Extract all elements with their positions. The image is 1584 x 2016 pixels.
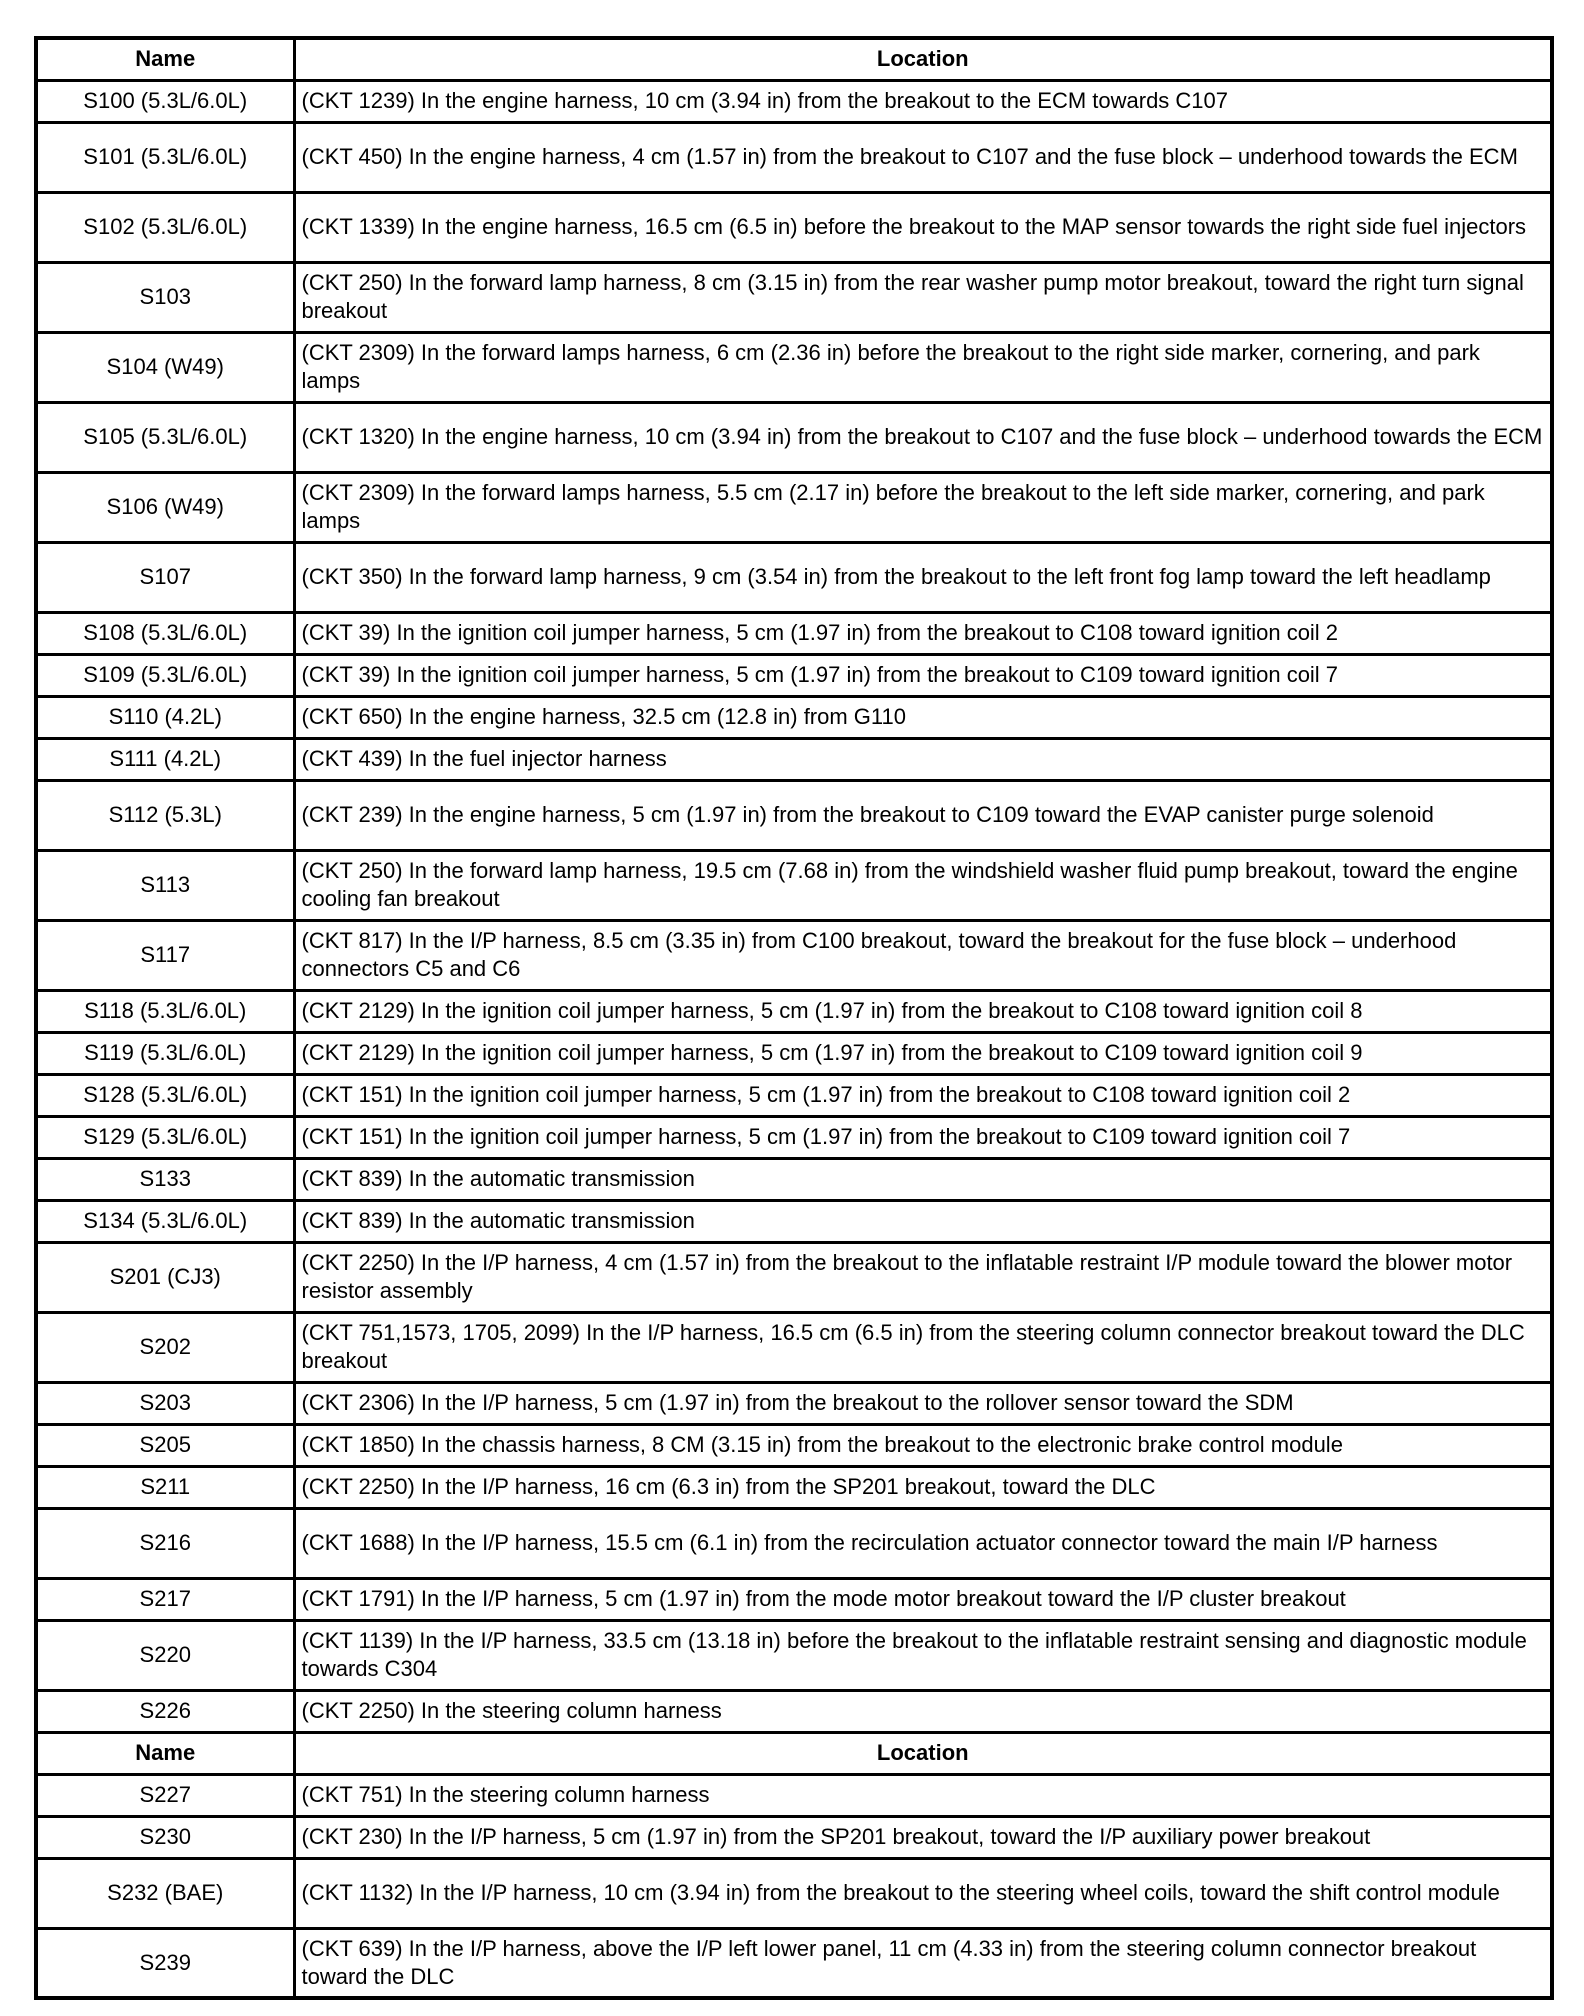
splice-location: (CKT 751,1573, 1705, 2099) In the I/P harness, 16.5 cm (6.5 in) from the steering column connector breakout toward the DLC breakout	[294, 1312, 1552, 1382]
splice-name: S134 (5.3L/6.0L)	[36, 1200, 294, 1242]
table-row	[36, 472, 1552, 542]
table-row	[36, 1816, 1552, 1858]
splice-name: S220	[36, 1620, 294, 1690]
splice-name: S216	[36, 1508, 294, 1578]
splice-name: S128 (5.3L/6.0L)	[36, 1074, 294, 1116]
table-row	[36, 1508, 1552, 1578]
splice-name: S117	[36, 920, 294, 990]
table-row	[36, 1116, 1552, 1158]
splice-location: (CKT 1339) In the engine harness, 16.5 cm (6.5 in) before the breakout to the MAP sensor towards the right side fuel injectors	[294, 192, 1552, 262]
splice-name: S202	[36, 1312, 294, 1382]
table-row	[36, 696, 1552, 738]
table-row	[36, 1928, 1552, 1998]
splice-name: S205	[36, 1424, 294, 1466]
splice-name: S104 (W49)	[36, 332, 294, 402]
splice-name: S103	[36, 262, 294, 332]
splice-name: S101 (5.3L/6.0L)	[36, 122, 294, 192]
splice-name: S227	[36, 1774, 294, 1816]
splice-location: (CKT 817) In the I/P harness, 8.5 cm (3.35 in) from C100 breakout, toward the breakout for the fuse block – underhood connectors C5 and C6	[294, 920, 1552, 990]
splice-name: S239	[36, 1928, 294, 1998]
splice-location: (CKT 2309) In the forward lamps harness, 6 cm (2.36 in) before the breakout to the right side marker, cornering, and park lamps	[294, 332, 1552, 402]
table-row	[36, 1578, 1552, 1620]
splice-location: (CKT 751) In the steering column harness	[294, 1774, 1552, 1816]
splice-location: (CKT 1791) In the I/P harness, 5 cm (1.97 in) from the mode motor breakout toward the I/P cluster breakout	[294, 1578, 1552, 1620]
splice-location: (CKT 250) In the forward lamp harness, 19.5 cm (7.68 in) from the windshield washer fluid pump breakout, toward the engine cooling fan breakout	[294, 850, 1552, 920]
splice-name: S226	[36, 1690, 294, 1732]
splice-name: S203	[36, 1382, 294, 1424]
table-row	[36, 654, 1552, 696]
table-row	[36, 850, 1552, 920]
table-row	[36, 738, 1552, 780]
splice-location: (CKT 639) In the I/P harness, above the I/P left lower panel, 11 cm (4.33 in) from the steering column connector breakout toward the DLC	[294, 1928, 1552, 1998]
table-row	[36, 1466, 1552, 1508]
splice-location: (CKT 1850) In the chassis harness, 8 CM (3.15 in) from the breakout to the electronic brake control module	[294, 1424, 1552, 1466]
splice-location: (CKT 439) In the fuel injector harness	[294, 738, 1552, 780]
splice-name: S129 (5.3L/6.0L)	[36, 1116, 294, 1158]
table-row	[36, 1242, 1552, 1312]
table-row	[36, 262, 1552, 332]
splice-name: S230	[36, 1816, 294, 1858]
splice-location: (CKT 151) In the ignition coil jumper harness, 5 cm (1.97 in) from the breakout to C108 toward ignition coil 2	[294, 1074, 1552, 1116]
splice-location: (CKT 39) In the ignition coil jumper harness, 5 cm (1.97 in) from the breakout to C108 toward ignition coil 2	[294, 612, 1552, 654]
table-row	[36, 1858, 1552, 1928]
splice-location: (CKT 1320) In the engine harness, 10 cm (3.94 in) from the breakout to C107 and the fuse block – underhood towards the ECM	[294, 402, 1552, 472]
splice-location: (CKT 2250) In the I/P harness, 4 cm (1.57 in) from the breakout to the inflatable restraint I/P module toward the blower motor resistor assembly	[294, 1242, 1552, 1312]
splice-name: S112 (5.3L)	[36, 780, 294, 850]
table-row	[36, 122, 1552, 192]
splice-name: S118 (5.3L/6.0L)	[36, 990, 294, 1032]
splice-location: (CKT 151) In the ignition coil jumper harness, 5 cm (1.97 in) from the breakout to C109 toward ignition coil 7	[294, 1116, 1552, 1158]
table-row	[36, 1382, 1552, 1424]
splice-location: (CKT 2309) In the forward lamps harness, 5.5 cm (2.17 in) before the breakout to the left side marker, cornering, and park lamps	[294, 472, 1552, 542]
splice-name: S110 (4.2L)	[36, 696, 294, 738]
splice-location: (CKT 2129) In the ignition coil jumper harness, 5 cm (1.97 in) from the breakout to C109 toward ignition coil 9	[294, 1032, 1552, 1074]
table-row	[36, 780, 1552, 850]
table-row	[36, 1032, 1552, 1074]
splice-name: S113	[36, 850, 294, 920]
splice-location-table	[34, 36, 1554, 2000]
table-row	[36, 332, 1552, 402]
splice-name: S119 (5.3L/6.0L)	[36, 1032, 294, 1074]
splice-location: (CKT 350) In the forward lamp harness, 9 cm (3.54 in) from the breakout to the left front fog lamp toward the left headlamp	[294, 542, 1552, 612]
table-row	[36, 1620, 1552, 1690]
table-row	[36, 990, 1552, 1032]
table-row	[36, 542, 1552, 612]
splice-name: S232 (BAE)	[36, 1858, 294, 1928]
splice-location: (CKT 839) In the automatic transmission	[294, 1158, 1552, 1200]
table-row	[36, 1690, 1552, 1732]
table-row	[36, 1200, 1552, 1242]
splice-location: (CKT 250) In the forward lamp harness, 8 cm (3.15 in) from the rear washer pump motor breakout, toward the right turn signal breakout	[294, 262, 1552, 332]
splice-location: (CKT 2129) In the ignition coil jumper harness, 5 cm (1.97 in) from the breakout to C108 toward ignition coil 8	[294, 990, 1552, 1032]
splice-name: S107	[36, 542, 294, 612]
table-row	[36, 1074, 1552, 1116]
splice-name: S100 (5.3L/6.0L)	[36, 80, 294, 122]
table-header-row-repeat	[36, 1732, 1552, 1774]
splice-location: (CKT 1688) In the I/P harness, 15.5 cm (6.1 in) from the recirculation actuator connector toward the main I/P harness	[294, 1508, 1552, 1578]
table-row	[36, 1424, 1552, 1466]
splice-name: S217	[36, 1578, 294, 1620]
splice-location: (CKT 2250) In the I/P harness, 16 cm (6.3 in) from the SP201 breakout, toward the DLC	[294, 1466, 1552, 1508]
table-header-row	[36, 38, 1552, 80]
splice-location: (CKT 2250) In the steering column harness	[294, 1690, 1552, 1732]
splice-location: (CKT 839) In the automatic transmission	[294, 1200, 1552, 1242]
splice-name: S111 (4.2L)	[36, 738, 294, 780]
table-row	[36, 1774, 1552, 1816]
table-body	[36, 38, 1552, 1998]
table-row	[36, 920, 1552, 990]
splice-location: (CKT 39) In the ignition coil jumper harness, 5 cm (1.97 in) from the breakout to C109 toward ignition coil 7	[294, 654, 1552, 696]
splice-name: S106 (W49)	[36, 472, 294, 542]
table-row	[36, 612, 1552, 654]
splice-location: (CKT 450) In the engine harness, 4 cm (1.57 in) from the breakout to C107 and the fuse block – underhood towards the ECM	[294, 122, 1552, 192]
splice-name: S211	[36, 1466, 294, 1508]
splice-location: (CKT 650) In the engine harness, 32.5 cm (12.8 in) from G110	[294, 696, 1552, 738]
column-header-name: Name	[36, 1732, 294, 1774]
splice-location: (CKT 1132) In the I/P harness, 10 cm (3.94 in) from the breakout to the steering wheel coils, toward the shift control module	[294, 1858, 1552, 1928]
table-row	[36, 402, 1552, 472]
splice-location: (CKT 239) In the engine harness, 5 cm (1.97 in) from the breakout to C109 toward the EVAP canister purge solenoid	[294, 780, 1552, 850]
splice-name: S108 (5.3L/6.0L)	[36, 612, 294, 654]
splice-location: (CKT 2306) In the I/P harness, 5 cm (1.97 in) from the breakout to the rollover sensor toward the SDM	[294, 1382, 1552, 1424]
table-row	[36, 192, 1552, 262]
column-header-name: Name	[36, 38, 294, 80]
table-row	[36, 80, 1552, 122]
splice-location: (CKT 1239) In the engine harness, 10 cm (3.94 in) from the breakout to the ECM towards C107	[294, 80, 1552, 122]
splice-name: S102 (5.3L/6.0L)	[36, 192, 294, 262]
column-header-location: Location	[294, 38, 1552, 80]
table-row	[36, 1312, 1552, 1382]
splice-location: (CKT 230) In the I/P harness, 5 cm (1.97 in) from the SP201 breakout, toward the I/P auxiliary power breakout	[294, 1816, 1552, 1858]
splice-name: S109 (5.3L/6.0L)	[36, 654, 294, 696]
splice-name: S105 (5.3L/6.0L)	[36, 402, 294, 472]
splice-name: S133	[36, 1158, 294, 1200]
column-header-location: Location	[294, 1732, 1552, 1774]
table-row	[36, 1158, 1552, 1200]
splice-name: S201 (CJ3)	[36, 1242, 294, 1312]
splice-location: (CKT 1139) In the I/P harness, 33.5 cm (13.18 in) before the breakout to the inflatable restraint sensing and diagnostic module towards C304	[294, 1620, 1552, 1690]
